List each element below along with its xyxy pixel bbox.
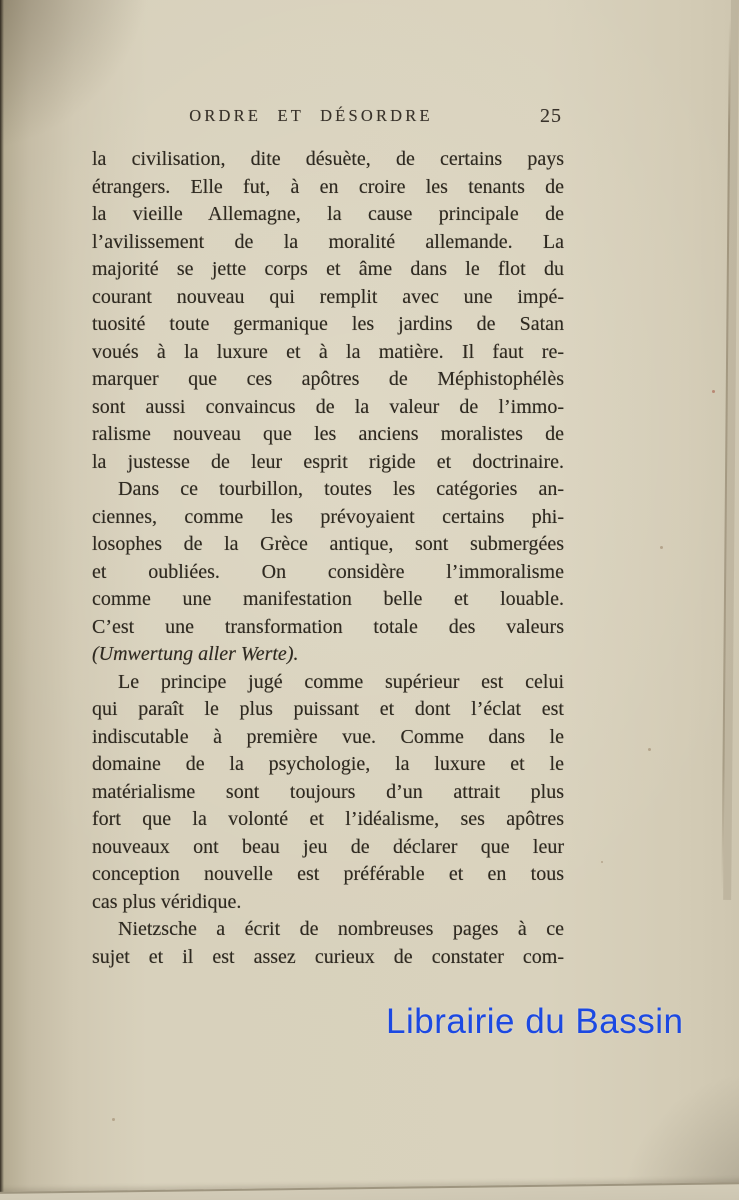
text-line: fort que la volonté et l’idéalisme, ses apôtres — [92, 808, 564, 830]
text-line: et oubliées. On considère l’immoralisme — [92, 560, 564, 583]
paper-speck — [601, 861, 603, 863]
text-line: majorité se jette corps et âme dans le flot du — [92, 258, 564, 280]
text-line: Le principe jugé comme supérieur est celui — [118, 670, 564, 693]
text-line: domaine de la psychologie, la luxure et le — [92, 753, 564, 775]
text-line: voués à la luxure et à la matière. Il faut re- — [92, 340, 564, 363]
text-line: nouveaux ont beau jeu de déclarer que leur — [92, 835, 564, 858]
page-header — [92, 106, 564, 134]
text-line: cas plus véridique. — [92, 890, 242, 913]
underlying-page-edge — [0, 1182, 739, 1200]
running-title: ORDRE ET DÉSORDRE — [189, 106, 433, 125]
text-line: (Umwertung aller Werte). — [92, 643, 299, 665]
paper-speck — [258, 186, 260, 188]
text-line: C’est une transformation totale des valeurs — [92, 615, 564, 638]
text-line: conception nouvelle est préférable et en tous — [92, 863, 564, 885]
text-line: ciennes, comme les prévoyaient certains phi- — [92, 505, 564, 528]
paragraph — [92, 476, 564, 669]
paper-speck — [648, 748, 651, 751]
watermark-librairie-du-bassin: Librairie du Bassin — [386, 1002, 684, 1041]
paragraph — [92, 916, 564, 971]
text-line: Dans ce tourbillon, toutes les catégories an- — [118, 478, 564, 500]
paper-speck — [112, 1118, 115, 1121]
text-line: ralisme nouveau que les anciens moralistes de — [92, 423, 564, 445]
text-line: matérialisme sont toujours d’un attrait plus — [92, 780, 564, 803]
text-line: Nietzsche a écrit de nombreuses pages à ce — [118, 918, 564, 940]
page-number: 25 — [540, 105, 562, 127]
text-line: étrangers. Elle fut, à en croire les tenants de — [92, 175, 564, 198]
text-line: sujet et il est assez curieux de constater com- — [92, 945, 564, 968]
text-line: losophes de la Grèce antique, sont submergées — [92, 533, 564, 555]
body-text — [92, 146, 564, 971]
text-line: indiscutable à première vue. Comme dans le — [92, 725, 564, 748]
text-line: qui paraît le plus puissant et dont l’éclat est — [92, 698, 564, 720]
text-line: marquer que ces apôtres de Méphistophélès — [92, 368, 564, 390]
text-line: comme une manifestation belle et louable. — [92, 588, 564, 610]
text-line: la justesse de leur esprit rigide et doctrinaire. — [92, 450, 564, 473]
book-spine-shadow — [0, 0, 4, 1200]
paragraph — [92, 669, 564, 917]
text-line: sont aussi convaincus de la valeur de l’immo- — [92, 395, 564, 418]
text-line: tuosité toute germanique les jardins de Satan — [92, 313, 564, 335]
text-line: courant nouveau qui remplit avec une impé- — [92, 285, 564, 308]
paper-speck — [660, 546, 663, 549]
text-line: la civilisation, dite désuète, de certains pays — [92, 148, 564, 170]
paragraph — [92, 146, 564, 476]
text-line: l’avilissement de la moralité allemande. La — [92, 230, 564, 253]
paper-speck — [712, 390, 715, 393]
text-line: la vieille Allemagne, la cause principale de — [92, 203, 564, 225]
